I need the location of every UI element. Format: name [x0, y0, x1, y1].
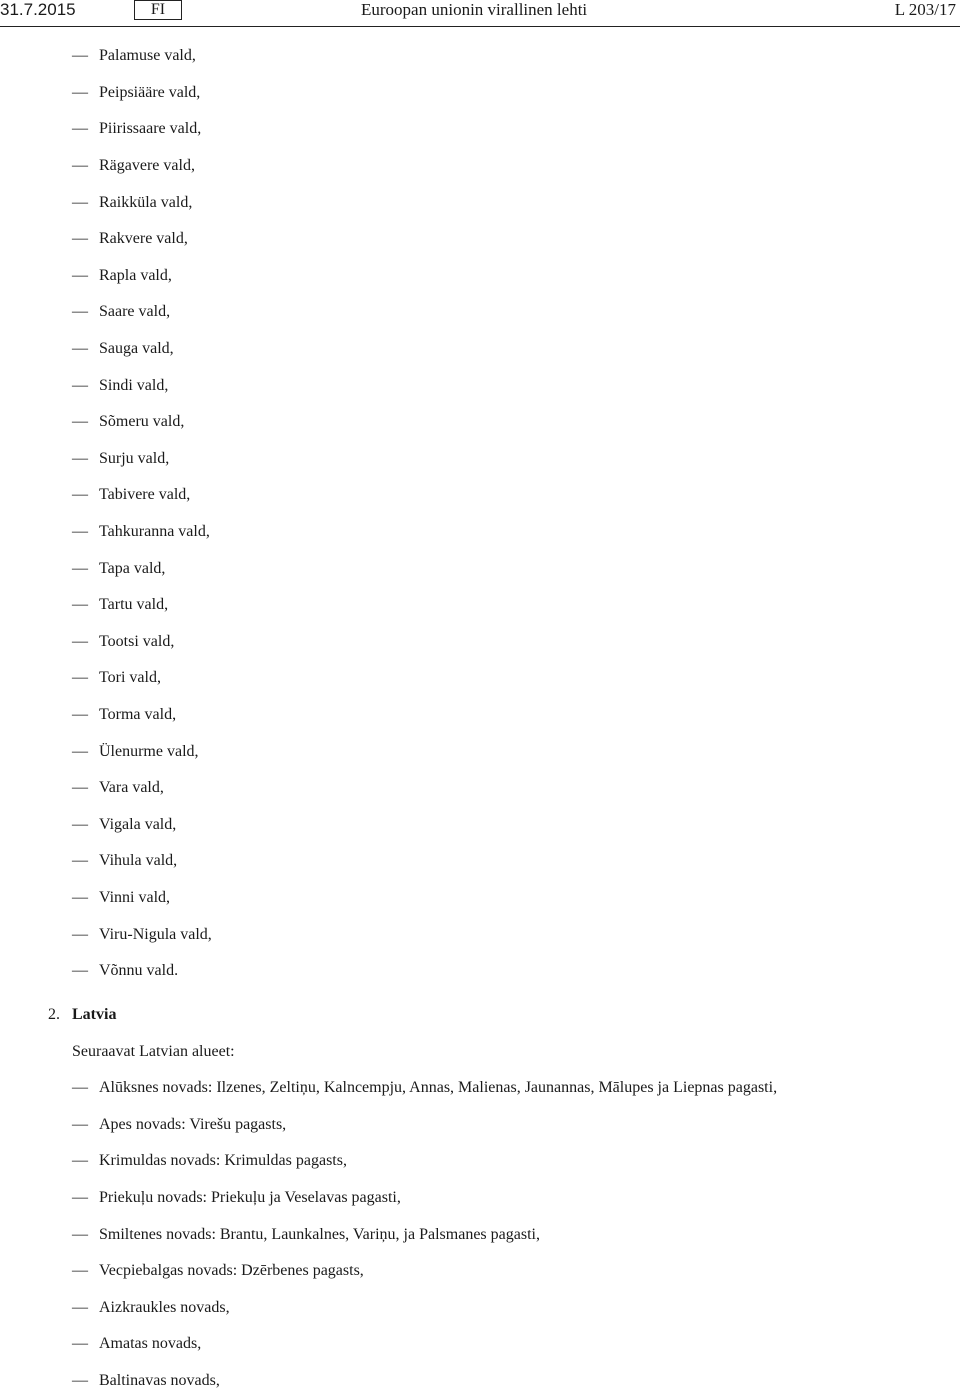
list-item — [72, 806, 212, 843]
list-item-text: Tootsi vald, — [99, 632, 175, 650]
list-dash: — — [72, 83, 88, 101]
list-dash: — — [72, 596, 88, 614]
list-item-text: Peipsiääre vald, — [99, 83, 201, 101]
list-item — [72, 1216, 777, 1253]
list-dash: — — [72, 266, 88, 284]
list-item — [72, 367, 212, 404]
list-item-text: Palamuse vald, — [99, 47, 196, 65]
list-item — [72, 1180, 777, 1217]
list-item — [72, 1253, 777, 1290]
list-item-text: Võnnu vald. — [99, 962, 179, 980]
list-item-text: Sindi vald, — [99, 376, 169, 394]
list-dash: — — [72, 376, 88, 394]
section-heading — [48, 1004, 116, 1026]
list-item — [72, 184, 212, 221]
list-dash: — — [72, 1225, 88, 1243]
list-item-text: Baltinavas novads, — [99, 1372, 220, 1390]
list-item-text: Priekuļu novads: Priekuļu ja Veselavas pagasti, — [99, 1189, 401, 1207]
list-item-text: Tapa vald, — [99, 559, 166, 577]
list-dash: — — [72, 742, 88, 760]
list-dash: — — [72, 230, 88, 248]
list-item-text: Piirissaare vald, — [99, 120, 202, 138]
list-item — [72, 258, 212, 295]
list-item-text: Smiltenes novads: Brantu, Launkalnes, Variņu, ja Palsmanes pagasti, — [99, 1225, 540, 1243]
list-dash: — — [72, 815, 88, 833]
list-item — [72, 697, 212, 734]
list-item-text: Sauga vald, — [99, 340, 174, 358]
section-title: Latvia — [72, 1006, 117, 1023]
list-dash: — — [72, 120, 88, 138]
journal-title: Euroopan unionin virallinen lehti — [361, 0, 588, 19]
list-item — [72, 441, 212, 478]
list-dash: — — [72, 925, 88, 943]
list-item — [72, 1363, 777, 1399]
list-dash: — — [72, 413, 88, 431]
list-dash: — — [72, 303, 88, 321]
list-dash: — — [72, 193, 88, 211]
list-item-text: Vecpiebalgas novads: Dzērbenes pagasts, — [99, 1262, 364, 1280]
list-dash: — — [72, 852, 88, 870]
section-number: 2. — [48, 1006, 60, 1023]
list-item-text: Apes novads: Virešu pagasts, — [99, 1115, 287, 1133]
section-intro: Seuraavat Latvian alueet: — [72, 1043, 235, 1060]
list-item — [72, 1143, 777, 1180]
list-dash: — — [72, 523, 88, 541]
list-item — [72, 1070, 777, 1107]
list-item — [72, 770, 212, 807]
publication-date: 31.7.2015 — [0, 0, 76, 19]
list-item-text: Vinni vald, — [99, 888, 171, 906]
list-dash: — — [72, 157, 88, 175]
list-item-text: Rägavere vald, — [99, 157, 195, 175]
list-item — [72, 916, 212, 953]
list-dash: — — [72, 340, 88, 358]
list-item-text: Krimuldas novads: Krimuldas pagasts, — [99, 1152, 347, 1170]
list-item-text: Viru-Nigula vald, — [99, 925, 212, 943]
list-item-text: Raikküla vald, — [99, 193, 193, 211]
list-item-text: Aizkraukles novads, — [99, 1298, 230, 1316]
page-reference: L 203/17 — [894, 0, 956, 19]
list-item-text: Tori vald, — [99, 669, 161, 687]
list-item-text: Rapla vald, — [99, 266, 172, 284]
list-item — [72, 477, 212, 514]
list-item — [72, 733, 212, 770]
list-item-text: Amatas novads, — [99, 1335, 202, 1353]
list-item-text: Tartu vald, — [99, 596, 169, 614]
list-item-text: Tahkuranna vald, — [99, 523, 210, 541]
list-item — [72, 75, 212, 112]
list-item-text: Rakvere vald, — [99, 230, 188, 248]
list-item-text: Torma vald, — [99, 705, 177, 723]
list-dash: — — [72, 1189, 88, 1207]
list-dash: — — [72, 47, 88, 65]
list-dash: — — [72, 1298, 88, 1316]
list-dash: — — [72, 1262, 88, 1280]
list-dash: — — [72, 962, 88, 980]
list-item — [72, 1290, 777, 1327]
list-dash: — — [72, 559, 88, 577]
list-item — [72, 331, 212, 368]
list-item — [72, 404, 212, 441]
page-header — [0, 0, 960, 27]
list-dash: — — [72, 1335, 88, 1353]
list-item — [72, 38, 212, 75]
list-item — [72, 624, 212, 661]
list-item-text: Alūksnes novads: Ilzenes, Zeltiņu, Kalncempju, Annas, Malienas, Jaunannas, Mālupes ja Liepnas pagasti, — [99, 1079, 778, 1097]
list-dash: — — [72, 779, 88, 797]
list-item — [72, 221, 212, 258]
list-item — [72, 514, 212, 551]
list-item — [72, 1107, 777, 1144]
list-dash: — — [72, 1079, 88, 1097]
list-item — [72, 294, 212, 331]
list-dash: — — [72, 1372, 88, 1390]
list-item — [72, 880, 212, 917]
list-item — [72, 587, 212, 624]
language-code-box: FI — [134, 0, 182, 20]
list-item — [72, 660, 212, 697]
list-item — [72, 111, 212, 148]
list-dash: — — [72, 1115, 88, 1133]
list-dash: — — [72, 669, 88, 687]
list-item-text: Saare vald, — [99, 303, 171, 321]
list-item-text: Ülenurme vald, — [99, 742, 199, 760]
list-item-text: Sõmeru vald, — [99, 413, 185, 431]
list-item-text: Vigala vald, — [99, 815, 177, 833]
estonia-municipality-list — [72, 38, 212, 989]
list-dash: — — [72, 1152, 88, 1170]
latvia-area-list — [72, 1070, 777, 1399]
list-dash: — — [72, 449, 88, 467]
list-item — [72, 148, 212, 185]
list-item-text: Vihula vald, — [99, 852, 178, 870]
list-dash: — — [72, 705, 88, 723]
list-item-text: Tabivere vald, — [99, 486, 191, 504]
list-dash: — — [72, 632, 88, 650]
list-item-text: Surju vald, — [99, 449, 170, 467]
list-item-text: Vara vald, — [99, 779, 164, 797]
list-item — [72, 550, 212, 587]
list-dash: — — [72, 888, 88, 906]
list-item — [72, 1326, 777, 1363]
list-dash: — — [72, 486, 88, 504]
list-item — [72, 953, 212, 990]
list-item — [72, 843, 212, 880]
